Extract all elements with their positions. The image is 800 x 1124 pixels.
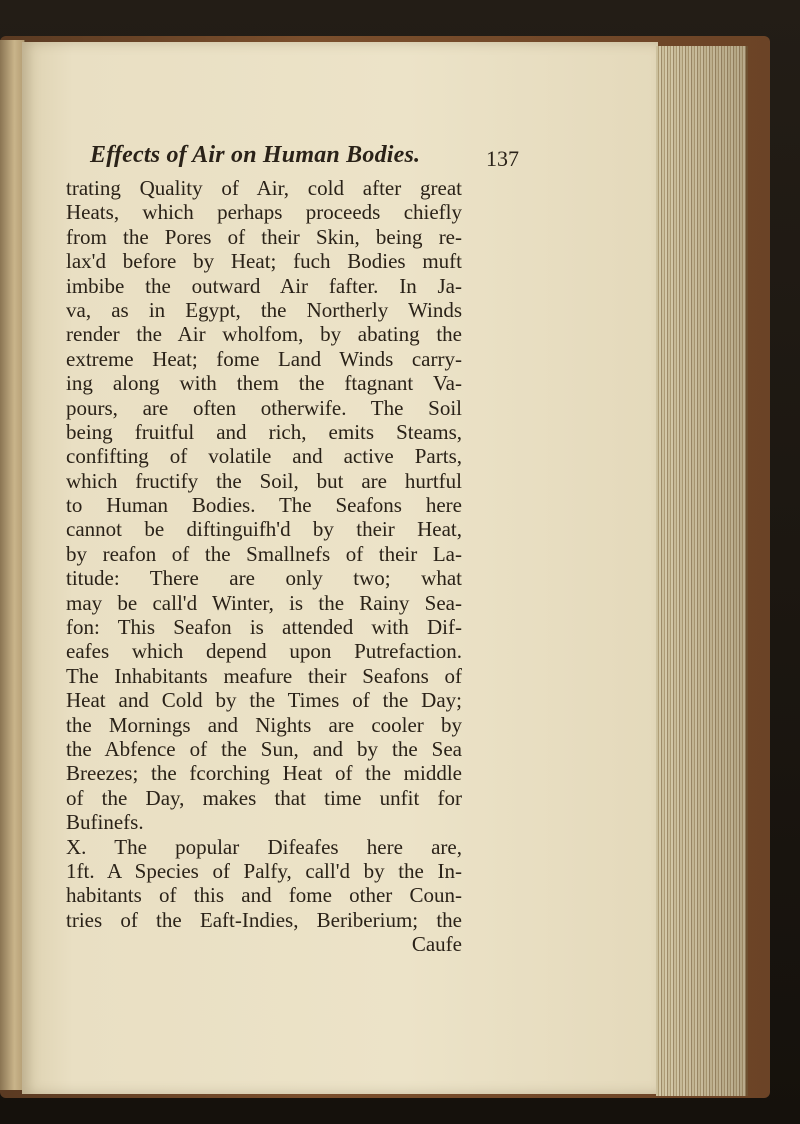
text-line: being fruitful and rich, emits Steams, xyxy=(66,419,462,444)
text-line: lax'd before by Heat; fuch Bodies muft xyxy=(66,249,462,274)
text-line: imbibe the outward Air fafter. In Ja- xyxy=(66,273,462,298)
running-head: Effects of Air on Human Bodies. xyxy=(90,142,421,168)
text-line: cannot be diftinguifh'd by their Heat, xyxy=(66,517,462,542)
text-line: X. The popular Difeafes here are, xyxy=(66,834,462,859)
text-line: Heat and Cold by the Times of the Day; xyxy=(66,688,462,713)
text-line: the Mornings and Nights are cooler by xyxy=(66,712,462,737)
text-line: Heats, which perhaps proceeds chiefly xyxy=(66,200,462,225)
text-line: the Abfence of the Sun, and by the Sea xyxy=(66,736,462,761)
text-line: eafes which depend upon Putrefaction. xyxy=(66,639,462,664)
catchword: Caufe xyxy=(411,932,462,957)
text-line: Breezes; the fcorching Heat of the middle xyxy=(66,761,462,786)
text-line: ing along with them the ftagnant Va- xyxy=(66,371,462,396)
text-line: fon: This Seafon is attended with Dif- xyxy=(66,615,462,640)
text-line: extreme Heat; fome Land Winds carry- xyxy=(66,346,462,371)
text-line: 1ft. A Species of Palfy, call'd by the In- xyxy=(66,858,462,883)
page-stack-shadow xyxy=(656,46,746,1096)
page-header xyxy=(66,136,519,176)
text-line: confifting of volatile and active Parts, xyxy=(66,444,462,469)
text-line: tries of the Eaft-Indies, Beriberium; the xyxy=(66,907,462,932)
text-line: va, as in Egypt, the Northerly Winds xyxy=(66,297,462,322)
text-line: may be call'd Winter, is the Rainy Sea- xyxy=(66,590,462,615)
text-line: trating Quality of Air, cold after great xyxy=(66,176,462,200)
text-line: which fructify the Soil, but are hurtful xyxy=(66,468,462,493)
text-line: Bufinefs. xyxy=(66,810,144,835)
text-line: by reafon of the Smallnefs of their La- xyxy=(66,541,462,566)
text-line: of the Day, makes that time unfit for xyxy=(66,785,462,810)
page-number: 137 xyxy=(486,146,519,171)
text-line: from the Pores of their Skin, being re- xyxy=(66,224,462,249)
text-line: render the Air wholfom, by abating the xyxy=(66,322,462,347)
text-line: to Human Bodies. The Seafons here xyxy=(66,493,462,518)
text-line: titude: There are only two; what xyxy=(66,566,462,591)
text-line: pours, are often otherwife. The Soil xyxy=(66,395,462,420)
text-line: The Inhabitants meafure their Seafons of xyxy=(66,663,462,688)
text-line: habitants of this and fome other Coun- xyxy=(66,883,462,908)
page-text-block xyxy=(66,136,519,957)
body-text xyxy=(66,176,462,957)
